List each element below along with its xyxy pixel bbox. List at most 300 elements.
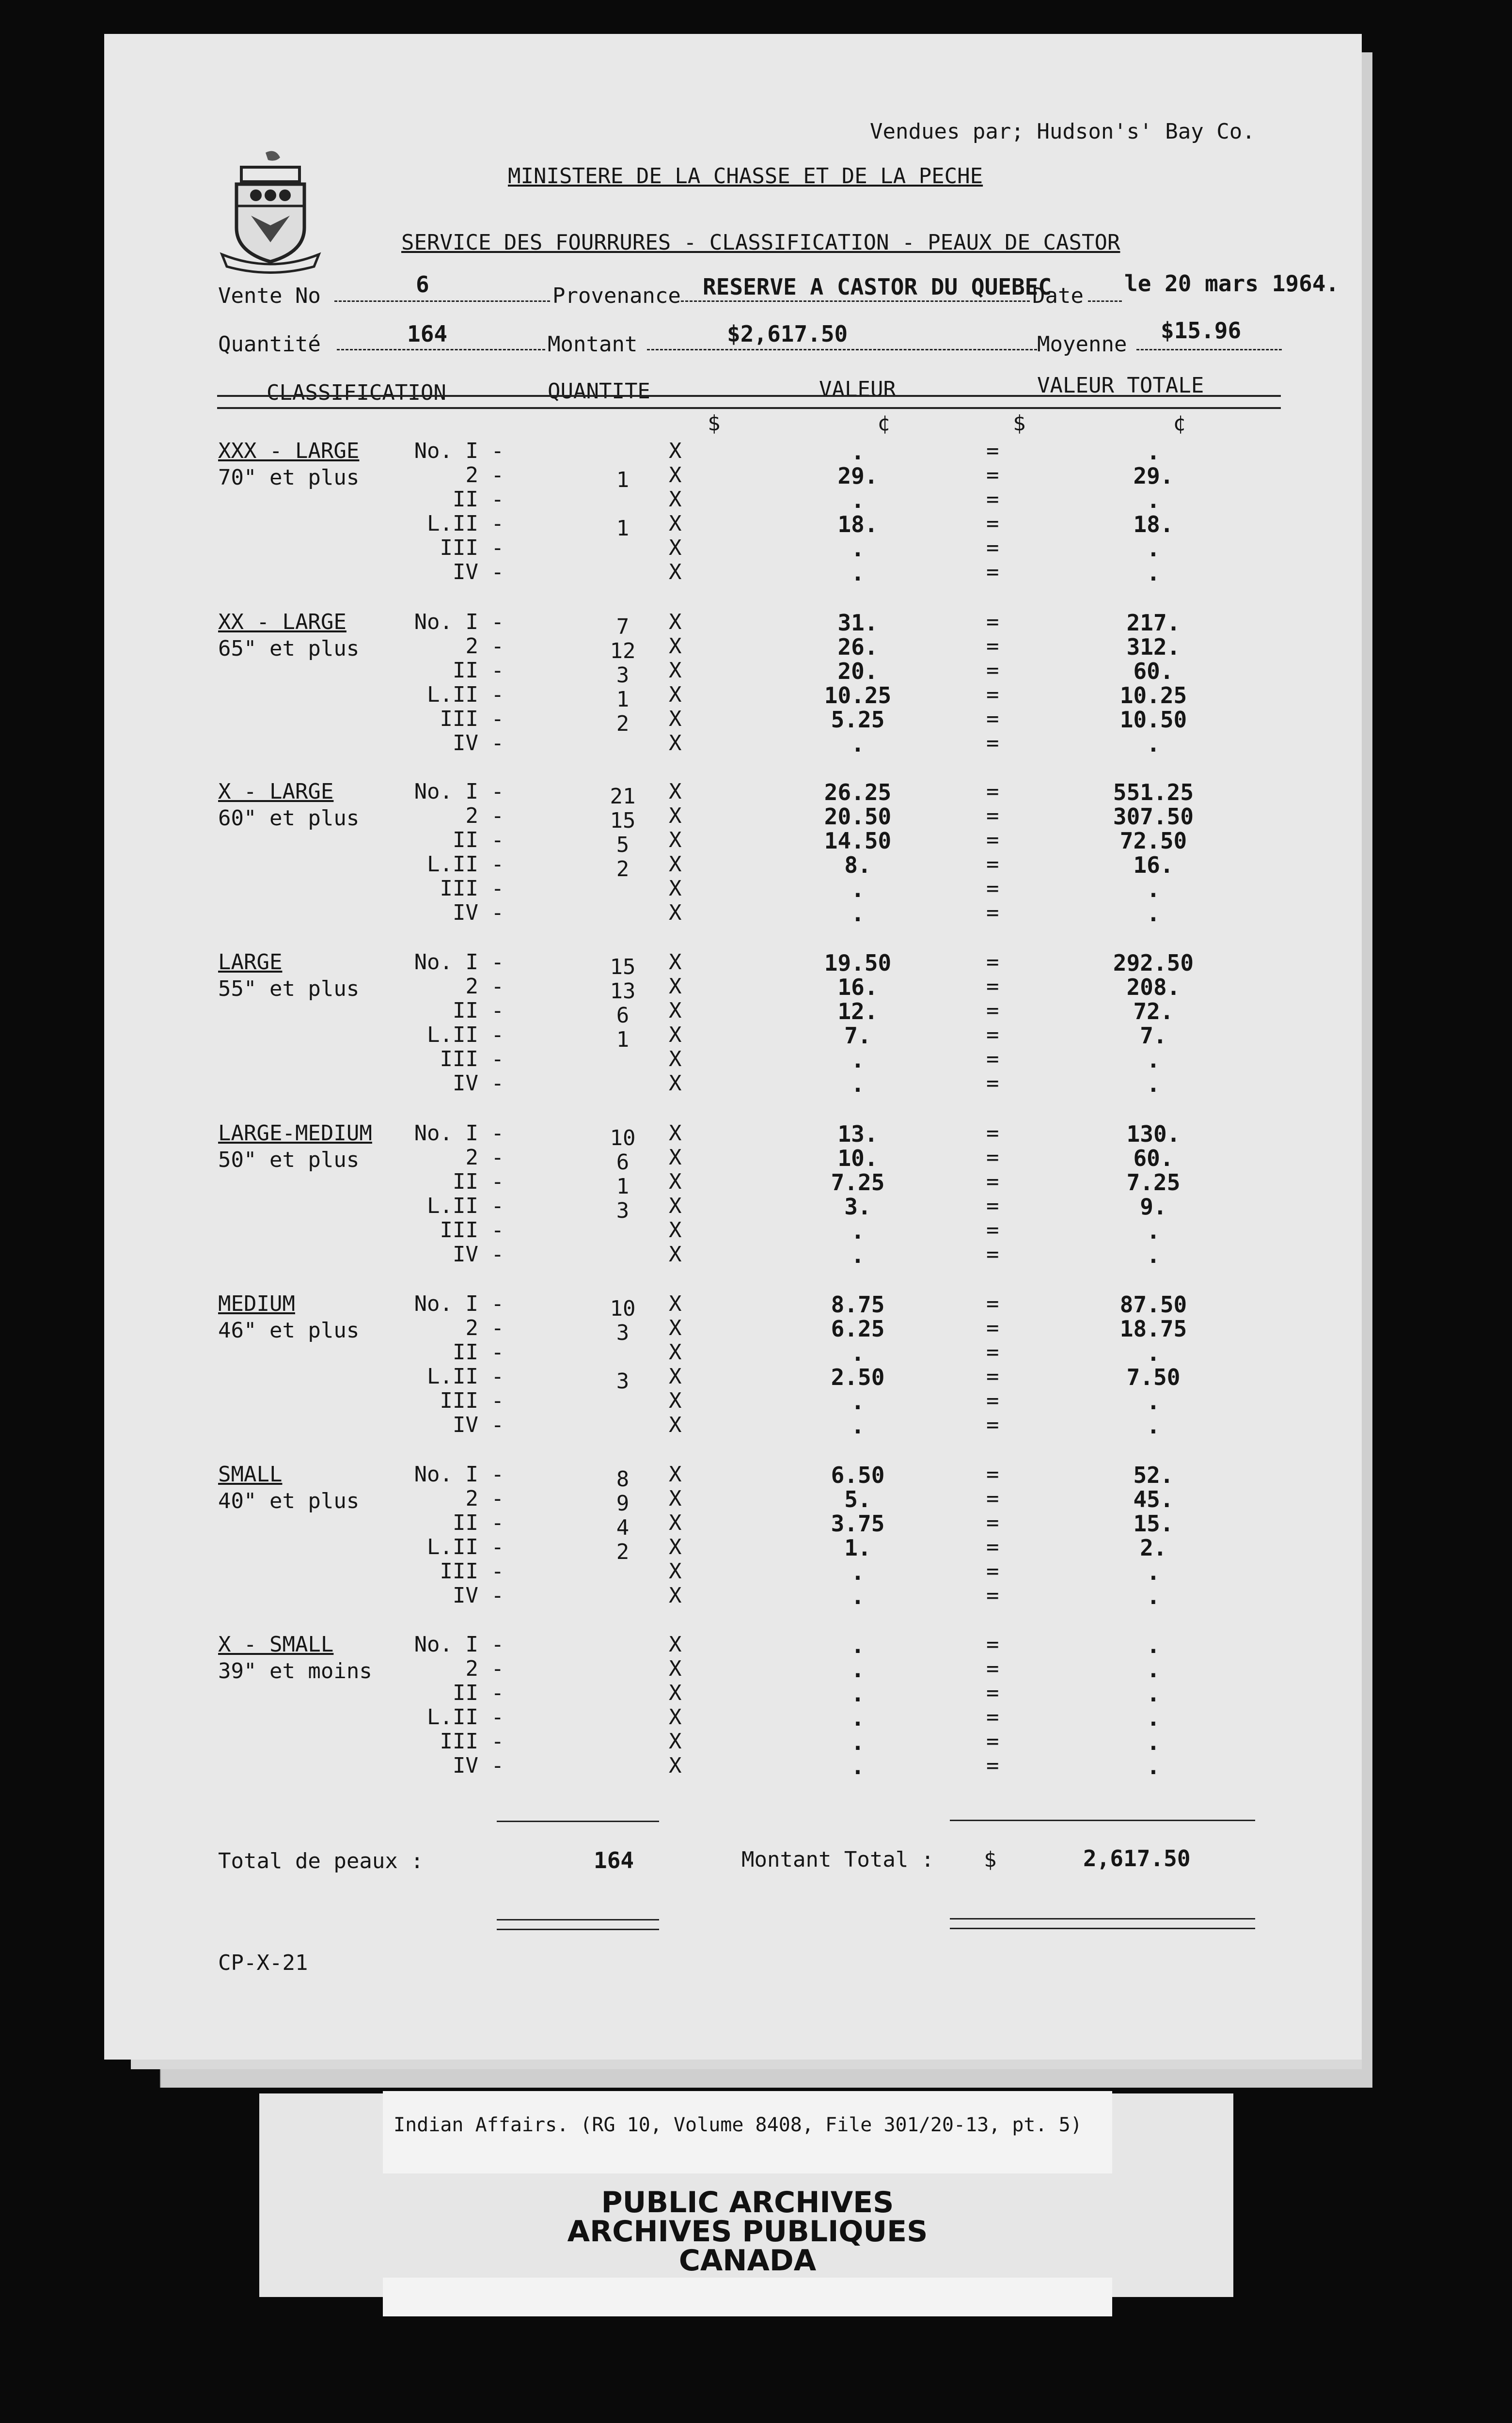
section-name: LARGE bbox=[218, 950, 283, 975]
montant-label: Montant bbox=[548, 332, 638, 357]
equals-mark: = bbox=[986, 1510, 999, 1535]
section-name: X - LARGE bbox=[218, 779, 334, 804]
unit-value-cell: . bbox=[851, 731, 865, 757]
section-name: LARGE-MEDIUM bbox=[218, 1121, 372, 1146]
date-value: le 20 mars 1964. bbox=[1124, 270, 1339, 297]
equals-mark: = bbox=[986, 1121, 999, 1146]
equals-mark: = bbox=[986, 1047, 999, 1071]
total-value-cell: . bbox=[1147, 1071, 1160, 1097]
quantity-cell: 3 bbox=[616, 1198, 630, 1223]
quantite-label: Quantité bbox=[218, 332, 321, 357]
multiply-mark: X bbox=[669, 511, 682, 536]
multiply-mark: X bbox=[669, 1632, 682, 1657]
grade-label: L.II - bbox=[427, 1364, 504, 1389]
grade-label: L.II - bbox=[427, 1705, 504, 1730]
quantity-cell: 2 bbox=[616, 1540, 630, 1564]
quantity-cell: 5 bbox=[616, 833, 630, 857]
multiply-mark: X bbox=[669, 1218, 682, 1243]
section-size: 60" et plus bbox=[218, 806, 360, 831]
equals-mark: = bbox=[986, 1340, 999, 1365]
equals-mark: = bbox=[986, 463, 999, 488]
equals-mark: = bbox=[986, 658, 999, 683]
multiply-mark: X bbox=[669, 634, 682, 659]
equals-mark: = bbox=[986, 707, 999, 731]
equals-mark: = bbox=[986, 634, 999, 659]
unit-value-cell: 7.25 bbox=[831, 1169, 885, 1196]
section-size: 70" et plus bbox=[218, 465, 360, 490]
section-size: 50" et plus bbox=[218, 1148, 360, 1172]
multiply-mark: X bbox=[669, 1340, 682, 1365]
grade-label: No. I - bbox=[414, 1632, 504, 1657]
grade-label: L.II - bbox=[427, 852, 504, 877]
grade-label: III - bbox=[440, 707, 504, 731]
archive-line-2: ARCHIVES PUBLIQUES bbox=[567, 2215, 928, 2249]
quantity-cell: 15 bbox=[610, 808, 636, 833]
section-size: 55" et plus bbox=[218, 976, 360, 1001]
multiply-mark: X bbox=[669, 1413, 682, 1437]
total-value-cell: 29. bbox=[1133, 463, 1174, 489]
equals-mark: = bbox=[986, 1583, 999, 1608]
archive-line-3: CANADA bbox=[678, 2244, 817, 2278]
total-value-cell: 10.25 bbox=[1119, 682, 1187, 708]
total-dollar-sign: $ bbox=[1013, 411, 1026, 436]
unit-value-cell: 26.25 bbox=[824, 779, 892, 805]
unit-value-cell: . bbox=[851, 1583, 865, 1609]
multiply-mark: X bbox=[669, 779, 682, 804]
valeur-dollar-sign: $ bbox=[708, 411, 721, 436]
total-value-cell: 307.50 bbox=[1113, 803, 1194, 830]
equals-mark: = bbox=[986, 439, 999, 463]
multiply-mark: X bbox=[669, 610, 682, 634]
grade-label: II - bbox=[453, 1681, 504, 1705]
unit-value-cell: 14.50 bbox=[824, 828, 892, 854]
form-code: CP-X-21 bbox=[218, 1951, 308, 1975]
unit-value-cell: 10.25 bbox=[824, 682, 892, 708]
total-value-cell: . bbox=[1147, 535, 1160, 562]
total-value-cell: 72.50 bbox=[1119, 828, 1187, 854]
unit-value-cell: 5.25 bbox=[831, 707, 885, 733]
multiply-mark: X bbox=[669, 1681, 682, 1705]
total-value-cell: . bbox=[1147, 1218, 1160, 1244]
equals-mark: = bbox=[986, 1681, 999, 1705]
grade-label: IV - bbox=[453, 1071, 504, 1096]
unit-value-cell: 13. bbox=[837, 1121, 878, 1147]
unit-value-cell: 10. bbox=[837, 1145, 878, 1171]
quantity-cell: 12 bbox=[610, 639, 636, 663]
equals-mark: = bbox=[986, 1559, 999, 1584]
equals-mark: = bbox=[986, 1535, 999, 1559]
grade-label: II - bbox=[453, 1169, 504, 1194]
equals-mark: = bbox=[986, 1218, 999, 1243]
total-value-cell: 60. bbox=[1133, 658, 1174, 684]
total-value-cell: 87.50 bbox=[1119, 1291, 1187, 1318]
grade-label: No. I - bbox=[414, 779, 504, 804]
multiply-mark: X bbox=[669, 560, 682, 584]
equals-mark: = bbox=[986, 828, 999, 852]
multiply-mark: X bbox=[669, 1316, 682, 1340]
montant-total-label: Montant Total : bbox=[741, 1847, 934, 1872]
section-name: XX - LARGE bbox=[218, 610, 346, 634]
grade-label: L.II - bbox=[427, 682, 504, 707]
quantity-cell: 4 bbox=[616, 1515, 630, 1540]
total-value-cell: . bbox=[1147, 439, 1160, 465]
unit-value-cell: . bbox=[851, 1632, 865, 1658]
column-classification: CLASSIFICATION bbox=[267, 380, 446, 405]
grade-label: IV - bbox=[453, 1413, 504, 1437]
quantity-cell: 1 bbox=[616, 1027, 630, 1052]
grade-label: II - bbox=[453, 1340, 504, 1365]
grade-label: II - bbox=[453, 658, 504, 683]
unit-value-cell: 5. bbox=[844, 1486, 871, 1512]
multiply-mark: X bbox=[669, 803, 682, 828]
total-value-cell: . bbox=[1147, 1559, 1160, 1585]
equals-mark: = bbox=[986, 1413, 999, 1437]
unit-value-cell: . bbox=[851, 560, 865, 586]
total-value-cell: . bbox=[1147, 1242, 1160, 1268]
provenance-value: RESERVE A CASTOR DU QUEBEC bbox=[703, 274, 1052, 300]
unit-value-cell: 2.50 bbox=[831, 1364, 885, 1390]
quantity-cell: 13 bbox=[610, 979, 636, 1004]
multiply-mark: X bbox=[669, 682, 682, 707]
multiply-mark: X bbox=[669, 828, 682, 852]
total-value-cell: . bbox=[1147, 731, 1160, 757]
multiply-mark: X bbox=[669, 1462, 682, 1487]
grade-label: No. I - bbox=[414, 950, 504, 975]
multiply-mark: X bbox=[669, 1388, 682, 1413]
total-value-cell: 7.50 bbox=[1126, 1364, 1181, 1390]
total-value-cell: . bbox=[1147, 1583, 1160, 1609]
multiply-mark: X bbox=[669, 1753, 682, 1778]
unit-value-cell: . bbox=[851, 876, 865, 902]
total-peaux-label: Total de peaux : bbox=[218, 1849, 424, 1873]
total-value-cell: 208. bbox=[1126, 974, 1181, 1000]
grade-label: No. I - bbox=[414, 610, 504, 634]
total-value-cell: . bbox=[1147, 876, 1160, 902]
unit-value-cell: 20. bbox=[837, 658, 878, 684]
multiply-mark: X bbox=[669, 487, 682, 512]
unit-value-cell: . bbox=[851, 535, 865, 562]
equals-mark: = bbox=[986, 1705, 999, 1730]
multiply-mark: X bbox=[669, 950, 682, 975]
unit-value-cell: . bbox=[851, 1705, 865, 1731]
unit-value-cell: . bbox=[851, 1340, 865, 1366]
unit-value-cell: 8. bbox=[844, 852, 871, 878]
quantity-cell: 9 bbox=[616, 1491, 630, 1516]
total-value-cell: . bbox=[1147, 1413, 1160, 1439]
quantity-cell: 1 bbox=[616, 468, 630, 492]
vente-label: Vente No bbox=[218, 283, 321, 308]
grade-label: 2 - bbox=[465, 1486, 504, 1511]
equals-mark: = bbox=[986, 1364, 999, 1389]
grade-label: III - bbox=[440, 1388, 504, 1413]
quantity-cell: 21 bbox=[610, 784, 636, 809]
quantity-cell: 3 bbox=[616, 663, 630, 688]
multiply-mark: X bbox=[669, 463, 682, 488]
total-value-cell: 45. bbox=[1133, 1486, 1174, 1512]
quantity-cell: 6 bbox=[616, 1150, 630, 1175]
equals-mark: = bbox=[986, 535, 999, 560]
unit-value-cell: . bbox=[851, 1071, 865, 1097]
equals-mark: = bbox=[986, 998, 999, 1023]
quantite-value: 164 bbox=[407, 321, 448, 347]
total-value-cell: . bbox=[1147, 1705, 1160, 1731]
multiply-mark: X bbox=[669, 1169, 682, 1194]
multiply-mark: X bbox=[669, 1364, 682, 1389]
grade-label: No. I - bbox=[414, 1291, 504, 1316]
multiply-mark: X bbox=[669, 1510, 682, 1535]
unit-value-cell: . bbox=[851, 1047, 865, 1073]
grade-label: IV - bbox=[453, 560, 504, 584]
grade-label: L.II - bbox=[427, 511, 504, 536]
multiply-mark: X bbox=[669, 1023, 682, 1047]
total-value-cell: . bbox=[1147, 487, 1160, 513]
grade-label: II - bbox=[453, 828, 504, 852]
total-value-cell: . bbox=[1147, 560, 1160, 586]
multiply-mark: X bbox=[669, 439, 682, 463]
multiply-mark: X bbox=[669, 1242, 682, 1267]
column-valeur-totale: VALEUR TOTALE bbox=[1037, 373, 1204, 398]
total-value-cell: 18.75 bbox=[1119, 1316, 1187, 1342]
quantity-cell: 7 bbox=[616, 614, 630, 639]
grade-label: L.II - bbox=[427, 1023, 504, 1047]
unit-value-cell: . bbox=[851, 1242, 865, 1268]
coat-of-arms-icon bbox=[212, 148, 329, 274]
quantity-cell: 10 bbox=[610, 1296, 636, 1321]
equals-mark: = bbox=[986, 1388, 999, 1413]
grade-label: III - bbox=[440, 1729, 504, 1754]
grade-label: IV - bbox=[453, 1583, 504, 1608]
provenance-label: Provenance bbox=[552, 283, 681, 308]
grade-label: II - bbox=[453, 998, 504, 1023]
unit-value-cell: 3.75 bbox=[831, 1510, 885, 1537]
unit-value-cell: . bbox=[851, 487, 865, 513]
grade-label: 2 - bbox=[465, 634, 504, 659]
unit-value-cell: 16. bbox=[837, 974, 878, 1000]
multiply-mark: X bbox=[669, 1729, 682, 1754]
equals-mark: = bbox=[986, 1632, 999, 1657]
quantity-cell: 8 bbox=[616, 1467, 630, 1492]
grade-label: IV - bbox=[453, 900, 504, 925]
multiply-mark: X bbox=[669, 876, 682, 901]
unit-value-cell: 18. bbox=[837, 511, 878, 537]
quantity-cell: 15 bbox=[610, 955, 636, 979]
unit-value-cell: 31. bbox=[837, 610, 878, 636]
grade-label: L.II - bbox=[427, 1535, 504, 1559]
grade-label: II - bbox=[453, 487, 504, 512]
total-value-cell: . bbox=[1147, 1340, 1160, 1366]
unit-value-cell: . bbox=[851, 1218, 865, 1244]
total-value-cell: . bbox=[1147, 1681, 1160, 1707]
grade-label: II - bbox=[453, 1510, 504, 1535]
grade-label: III - bbox=[440, 535, 504, 560]
unit-value-cell: 26. bbox=[837, 634, 878, 660]
total-value-cell: 292.50 bbox=[1113, 950, 1194, 976]
section-name: XXX - LARGE bbox=[218, 439, 360, 463]
total-value-cell: 2. bbox=[1140, 1535, 1167, 1561]
grade-label: 2 - bbox=[465, 974, 504, 999]
column-quantite: QUANTITE bbox=[548, 379, 650, 404]
multiply-mark: X bbox=[669, 1486, 682, 1511]
unit-value-cell: 19.50 bbox=[824, 950, 892, 976]
moyenne-value: $15.96 bbox=[1161, 317, 1242, 344]
total-value-cell: 217. bbox=[1126, 610, 1181, 636]
quantity-cell: 6 bbox=[616, 1003, 630, 1028]
equals-mark: = bbox=[986, 1242, 999, 1267]
multiply-mark: X bbox=[669, 707, 682, 731]
total-value-cell: 7.25 bbox=[1126, 1169, 1181, 1196]
total-value-cell: . bbox=[1147, 1753, 1160, 1779]
multiply-mark: X bbox=[669, 1291, 682, 1316]
equals-mark: = bbox=[986, 1462, 999, 1487]
seller-line: Vendues par; Hudson's' Bay Co. bbox=[870, 119, 1255, 144]
total-value-cell: 16. bbox=[1133, 852, 1174, 878]
total-value-cell: 9. bbox=[1140, 1194, 1167, 1220]
multiply-mark: X bbox=[669, 1047, 682, 1071]
multiply-mark: X bbox=[669, 1145, 682, 1170]
equals-mark: = bbox=[986, 950, 999, 975]
grade-label: III - bbox=[440, 876, 504, 901]
total-value-cell: 15. bbox=[1133, 1510, 1174, 1537]
grade-label: No. I - bbox=[414, 1462, 504, 1487]
equals-mark: = bbox=[986, 1753, 999, 1778]
equals-mark: = bbox=[986, 1316, 999, 1340]
column-valeur: VALEUR bbox=[819, 377, 896, 402]
multiply-mark: X bbox=[669, 1535, 682, 1559]
unit-value-cell: 20.50 bbox=[824, 803, 892, 830]
equals-mark: = bbox=[986, 803, 999, 828]
grade-label: L.II - bbox=[427, 1194, 504, 1218]
total-cent-sign: ¢ bbox=[1173, 411, 1186, 436]
unit-value-cell: . bbox=[851, 1559, 865, 1585]
quantity-cell: 3 bbox=[616, 1321, 630, 1345]
multiply-mark: X bbox=[669, 1656, 682, 1681]
unit-value-cell: 6.50 bbox=[831, 1462, 885, 1488]
total-value-cell: 60. bbox=[1133, 1145, 1174, 1171]
equals-mark: = bbox=[986, 1071, 999, 1096]
grade-label: 2 - bbox=[465, 1316, 504, 1340]
grade-label: III - bbox=[440, 1559, 504, 1584]
section-size: 46" et plus bbox=[218, 1318, 360, 1343]
multiply-mark: X bbox=[669, 1071, 682, 1096]
multiply-mark: X bbox=[669, 658, 682, 683]
montant-total-dollar: $ bbox=[984, 1847, 997, 1872]
grade-label: No. I - bbox=[414, 439, 504, 463]
total-value-cell: 130. bbox=[1126, 1121, 1181, 1147]
unit-value-cell: . bbox=[851, 1681, 865, 1707]
equals-mark: = bbox=[986, 1729, 999, 1754]
archive-reference: Indian Affairs. (RG 10, Volume 8408, File 301/20-13, pt. 5) bbox=[394, 2114, 1082, 2136]
archive-line-1: PUBLIC ARCHIVES bbox=[601, 2186, 894, 2219]
unit-value-cell: 7. bbox=[844, 1023, 871, 1049]
total-value-cell: . bbox=[1147, 900, 1160, 927]
unit-value-cell: . bbox=[851, 1729, 865, 1755]
unit-value-cell: . bbox=[851, 1388, 865, 1415]
equals-mark: = bbox=[986, 1656, 999, 1681]
ministry-title: MINISTERE DE LA CHASSE ET DE LA PECHE bbox=[508, 164, 983, 189]
total-value-cell: 72. bbox=[1133, 998, 1174, 1024]
total-value-cell: 52. bbox=[1133, 1462, 1174, 1488]
multiply-mark: X bbox=[669, 731, 682, 755]
quantity-cell: 1 bbox=[616, 516, 630, 541]
total-value-cell: 551.25 bbox=[1113, 779, 1194, 805]
service-title: SERVICE DES FOURRURES - CLASSIFICATION - PEAUX DE CASTOR bbox=[401, 230, 1120, 255]
unit-value-cell: . bbox=[851, 1656, 865, 1683]
multiply-mark: X bbox=[669, 1121, 682, 1146]
unit-value-cell: . bbox=[851, 439, 865, 465]
grade-label: IV - bbox=[453, 1242, 504, 1267]
section-name: MEDIUM bbox=[218, 1291, 295, 1316]
unit-value-cell: 29. bbox=[837, 463, 878, 489]
equals-mark: = bbox=[986, 610, 999, 634]
grade-label: III - bbox=[440, 1218, 504, 1243]
quantity-cell: 3 bbox=[616, 1369, 630, 1394]
multiply-mark: X bbox=[669, 974, 682, 999]
grade-label: 2 - bbox=[465, 463, 504, 488]
quantity-cell: 2 bbox=[616, 857, 630, 881]
grade-label: 2 - bbox=[465, 1145, 504, 1170]
total-value-cell: . bbox=[1147, 1632, 1160, 1658]
equals-mark: = bbox=[986, 1486, 999, 1511]
valeur-cent-sign: ¢ bbox=[877, 411, 890, 436]
vente-value: 6 bbox=[416, 271, 429, 298]
total-value-cell: . bbox=[1147, 1656, 1160, 1683]
total-value-cell: 312. bbox=[1126, 634, 1181, 660]
grade-label: 2 - bbox=[465, 803, 504, 828]
quantity-cell: 10 bbox=[610, 1126, 636, 1150]
equals-mark: = bbox=[986, 731, 999, 755]
multiply-mark: X bbox=[669, 1583, 682, 1608]
section-name: X - SMALL bbox=[218, 1632, 334, 1657]
equals-mark: = bbox=[986, 682, 999, 707]
unit-value-cell: 3. bbox=[844, 1194, 871, 1220]
multiply-mark: X bbox=[669, 998, 682, 1023]
date-label: Date bbox=[1032, 283, 1084, 308]
unit-value-cell: . bbox=[851, 1753, 865, 1779]
multiply-mark: X bbox=[669, 900, 682, 925]
montant-total-value: 2,617.50 bbox=[1083, 1845, 1191, 1872]
montant-value: $2,617.50 bbox=[727, 321, 848, 347]
section-size: 39" et moins bbox=[218, 1659, 372, 1684]
grade-label: IV - bbox=[453, 1753, 504, 1778]
equals-mark: = bbox=[986, 974, 999, 999]
total-value-cell: . bbox=[1147, 1047, 1160, 1073]
unit-value-cell: . bbox=[851, 900, 865, 927]
equals-mark: = bbox=[986, 1023, 999, 1047]
equals-mark: = bbox=[986, 1145, 999, 1170]
total-value-cell: 10.50 bbox=[1119, 707, 1187, 733]
multiply-mark: X bbox=[669, 535, 682, 560]
total-value-cell: 18. bbox=[1133, 511, 1174, 537]
quantity-cell: 2 bbox=[616, 711, 630, 736]
grade-label: No. I - bbox=[414, 1121, 504, 1146]
unit-value-cell: 1. bbox=[844, 1535, 871, 1561]
grade-label: IV - bbox=[453, 731, 504, 755]
equals-mark: = bbox=[986, 560, 999, 584]
total-value-cell: . bbox=[1147, 1388, 1160, 1415]
grade-label: III - bbox=[440, 1047, 504, 1071]
section-name: SMALL bbox=[218, 1462, 283, 1487]
unit-value-cell: 12. bbox=[837, 998, 878, 1024]
unit-value-cell: 8.75 bbox=[831, 1291, 885, 1318]
quantity-cell: 1 bbox=[616, 1174, 630, 1199]
equals-mark: = bbox=[986, 511, 999, 536]
grade-label: 2 - bbox=[465, 1656, 504, 1681]
total-peaux-value: 164 bbox=[594, 1847, 634, 1873]
total-value-cell: 7. bbox=[1140, 1023, 1167, 1049]
equals-mark: = bbox=[986, 1194, 999, 1218]
multiply-mark: X bbox=[669, 1194, 682, 1218]
multiply-mark: X bbox=[669, 1559, 682, 1584]
